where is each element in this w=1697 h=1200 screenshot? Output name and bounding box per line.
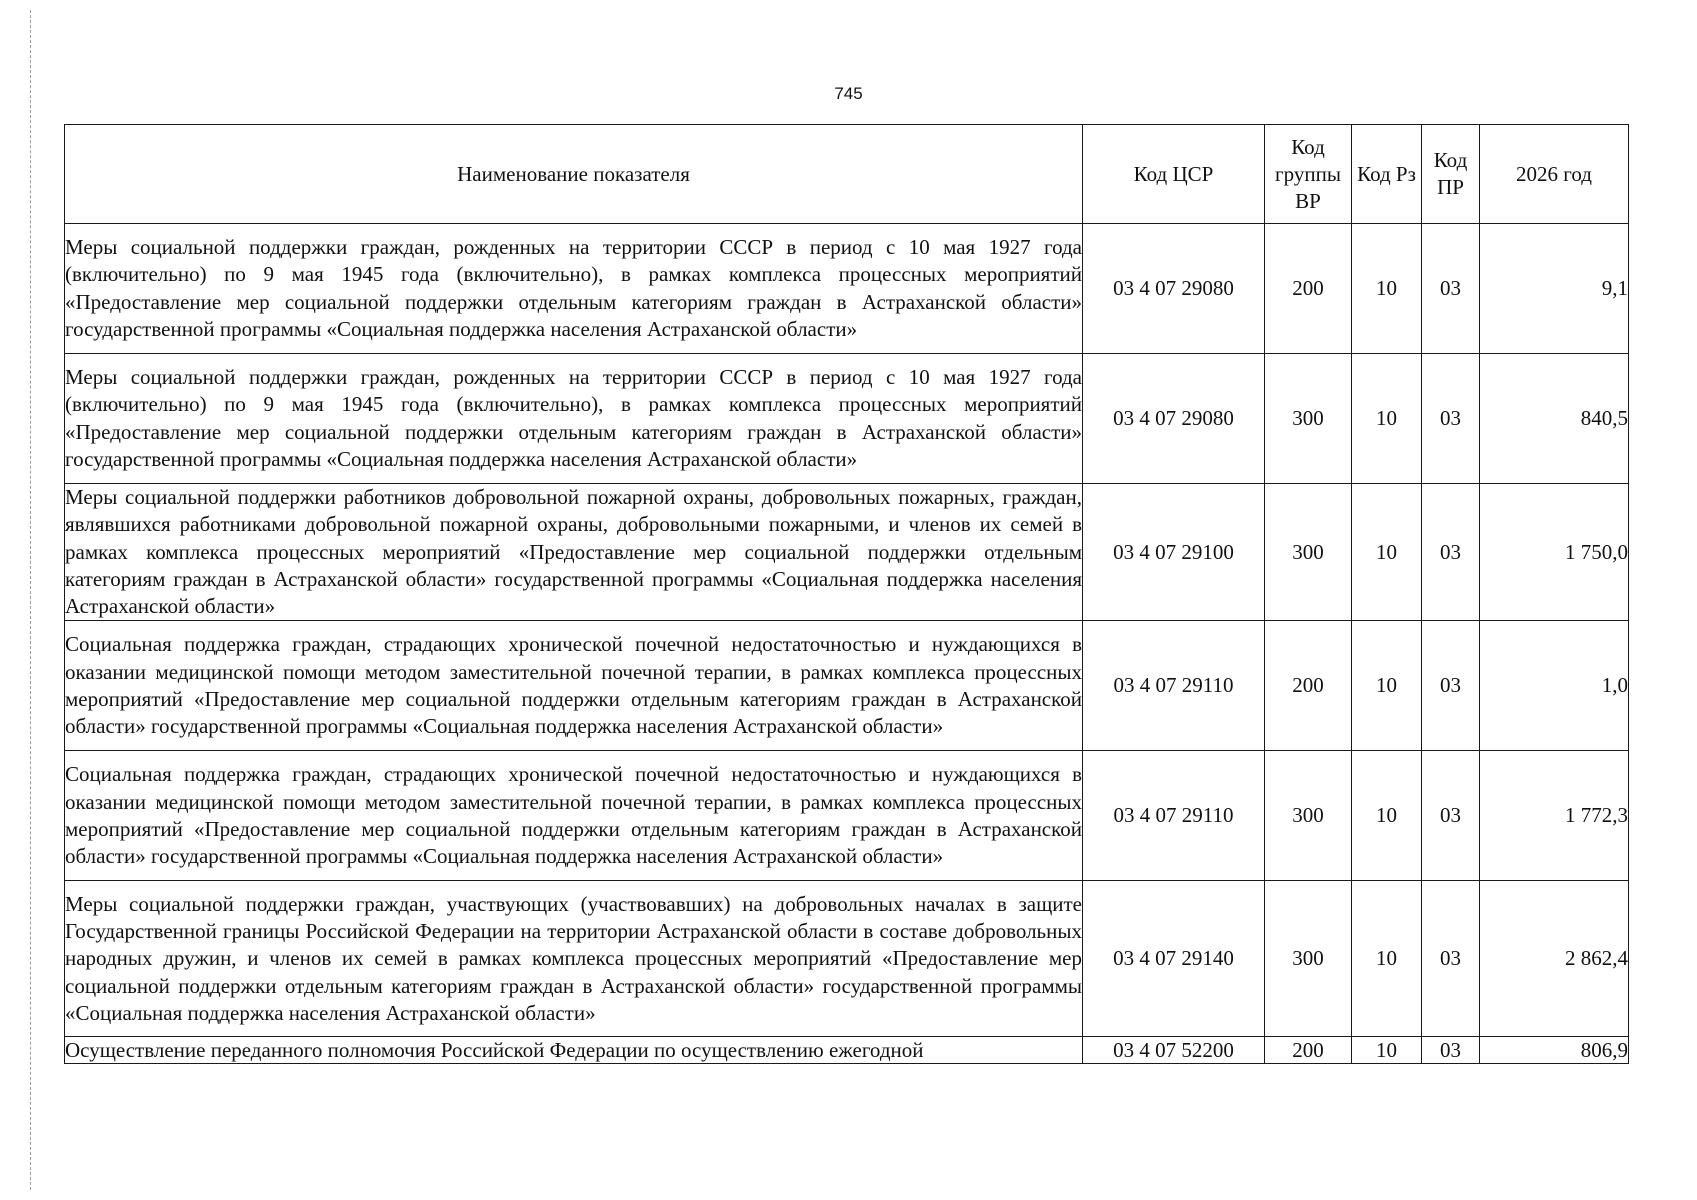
header-pr-code: Код ПР (1422, 125, 1480, 224)
row-pr-code: 03 (1422, 354, 1480, 484)
row-vr-code: 300 (1265, 484, 1352, 621)
row-rz-code: 10 (1352, 224, 1422, 354)
row-csr-code: 03 4 07 29080 (1083, 354, 1265, 484)
row-name: Социальная поддержка граждан, страдающих хронической почечной недостаточностью и нуждающихся в оказании медицинской помощи методом заместительной почечной терапии, в рамках комплекса процессных мероприятий «Предоставление мер социальной поддержки отдельным категориям граждан в Астраханской области» государственной программы «Социальная поддержка населения Астраханской области» (65, 751, 1083, 881)
header-rz-code: Код Рз (1352, 125, 1422, 224)
row-value-2026: 9,1 (1480, 224, 1629, 354)
row-rz-code: 10 (1352, 484, 1422, 621)
row-name: Осуществление переданного полномочия Российской Федерации по осуществлению ежегодной (65, 1037, 1083, 1064)
row-csr-code: 03 4 07 29110 (1083, 621, 1265, 751)
row-name: Меры социальной поддержки граждан, рожденных на территории СССР в период с 10 мая 1927 года (включительно) по 9 мая 1945 года (включительно), в рамках комплекса процессных мероприятий «Предоставление мер социальной поддержки отдельным категориям граждан в Астраханской области» государственной программы «Социальная поддержка населения Астраханской области» (65, 354, 1083, 484)
row-value-2026: 840,5 (1480, 354, 1629, 484)
row-vr-code: 300 (1265, 354, 1352, 484)
table-row (65, 751, 1629, 881)
row-name: Социальная поддержка граждан, страдающих хронической почечной недостаточностью и нуждающихся в оказании медицинской помощи методом заместительной почечной терапии, в рамках комплекса процессных мероприятий «Предоставление мер социальной поддержки отдельным категориям граждан в Астраханской области» государственной программы «Социальная поддержка населения Астраханской области» (65, 621, 1083, 751)
row-pr-code: 03 (1422, 621, 1480, 751)
table-header-row (65, 125, 1629, 224)
row-vr-code: 300 (1265, 751, 1352, 881)
table-row (65, 621, 1629, 751)
row-value-2026: 1 772,3 (1480, 751, 1629, 881)
header-year-2026: 2026 год (1480, 125, 1629, 224)
row-rz-code: 10 (1352, 751, 1422, 881)
row-rz-code: 10 (1352, 354, 1422, 484)
row-csr-code: 03 4 07 29080 (1083, 224, 1265, 354)
table-row (65, 1037, 1629, 1064)
header-vr-group-code: Код группы ВР (1265, 125, 1352, 224)
table-row (65, 484, 1629, 621)
row-csr-code: 03 4 07 29100 (1083, 484, 1265, 621)
page-number: 745 (834, 84, 863, 103)
header-csr-code: Код ЦСР (1083, 125, 1265, 224)
row-pr-code: 03 (1422, 484, 1480, 621)
row-vr-code: 200 (1265, 1037, 1352, 1064)
row-name: Меры социальной поддержки граждан, участвующих (участвовавших) на добровольных началах в защите Государственной границы Российской Федерации на территории Астраханской области в составе добровольных народных дружин, и членов их семей в рамках комплекса процессных мероприятий «Предоставление мер социальной поддержки отдельным категориям граждан в Астраханской области» государственной программы «Социальная поддержка населения Астраханской области» (65, 881, 1083, 1037)
table-row (65, 881, 1629, 1037)
row-pr-code: 03 (1422, 881, 1480, 1037)
row-rz-code: 10 (1352, 621, 1422, 751)
row-value-2026: 806,9 (1480, 1037, 1629, 1064)
row-value-2026: 2 862,4 (1480, 881, 1629, 1037)
row-rz-code: 10 (1352, 881, 1422, 1037)
row-value-2026: 1,0 (1480, 621, 1629, 751)
table-row (65, 354, 1629, 484)
row-pr-code: 03 (1422, 1037, 1480, 1064)
row-value-2026: 1 750,0 (1480, 484, 1629, 621)
row-vr-code: 300 (1265, 881, 1352, 1037)
scan-edge-line (30, 10, 31, 1190)
row-rz-code: 10 (1352, 1037, 1422, 1064)
row-pr-code: 03 (1422, 224, 1480, 354)
row-vr-code: 200 (1265, 621, 1352, 751)
row-vr-code: 200 (1265, 224, 1352, 354)
row-csr-code: 03 4 07 29140 (1083, 881, 1265, 1037)
budget-table (64, 124, 1629, 1064)
row-name: Меры социальной поддержки работников добровольной пожарной охраны, добровольных пожарных, граждан, являвшихся работниками добровольной пожарной охраны, добровольными пожарными, и членов их семей в рамках комплекса процессных мероприятий «Предоставление мер социальной поддержки отдельным категориям граждан в Астраханской области» государственной программы «Социальная поддержка населения Астраханской области» (65, 484, 1083, 621)
row-name: Меры социальной поддержки граждан, рожденных на территории СССР в период с 10 мая 1927 года (включительно) по 9 мая 1945 года (включительно), в рамках комплекса процессных мероприятий «Предоставление мер социальной поддержки отдельным категориям граждан в Астраханской области» государственной программы «Социальная поддержка населения Астраханской области» (65, 224, 1083, 354)
header-name: Наименование показателя (65, 125, 1083, 224)
table-row (65, 224, 1629, 354)
row-csr-code: 03 4 07 29110 (1083, 751, 1265, 881)
row-pr-code: 03 (1422, 751, 1480, 881)
row-csr-code: 03 4 07 52200 (1083, 1037, 1265, 1064)
